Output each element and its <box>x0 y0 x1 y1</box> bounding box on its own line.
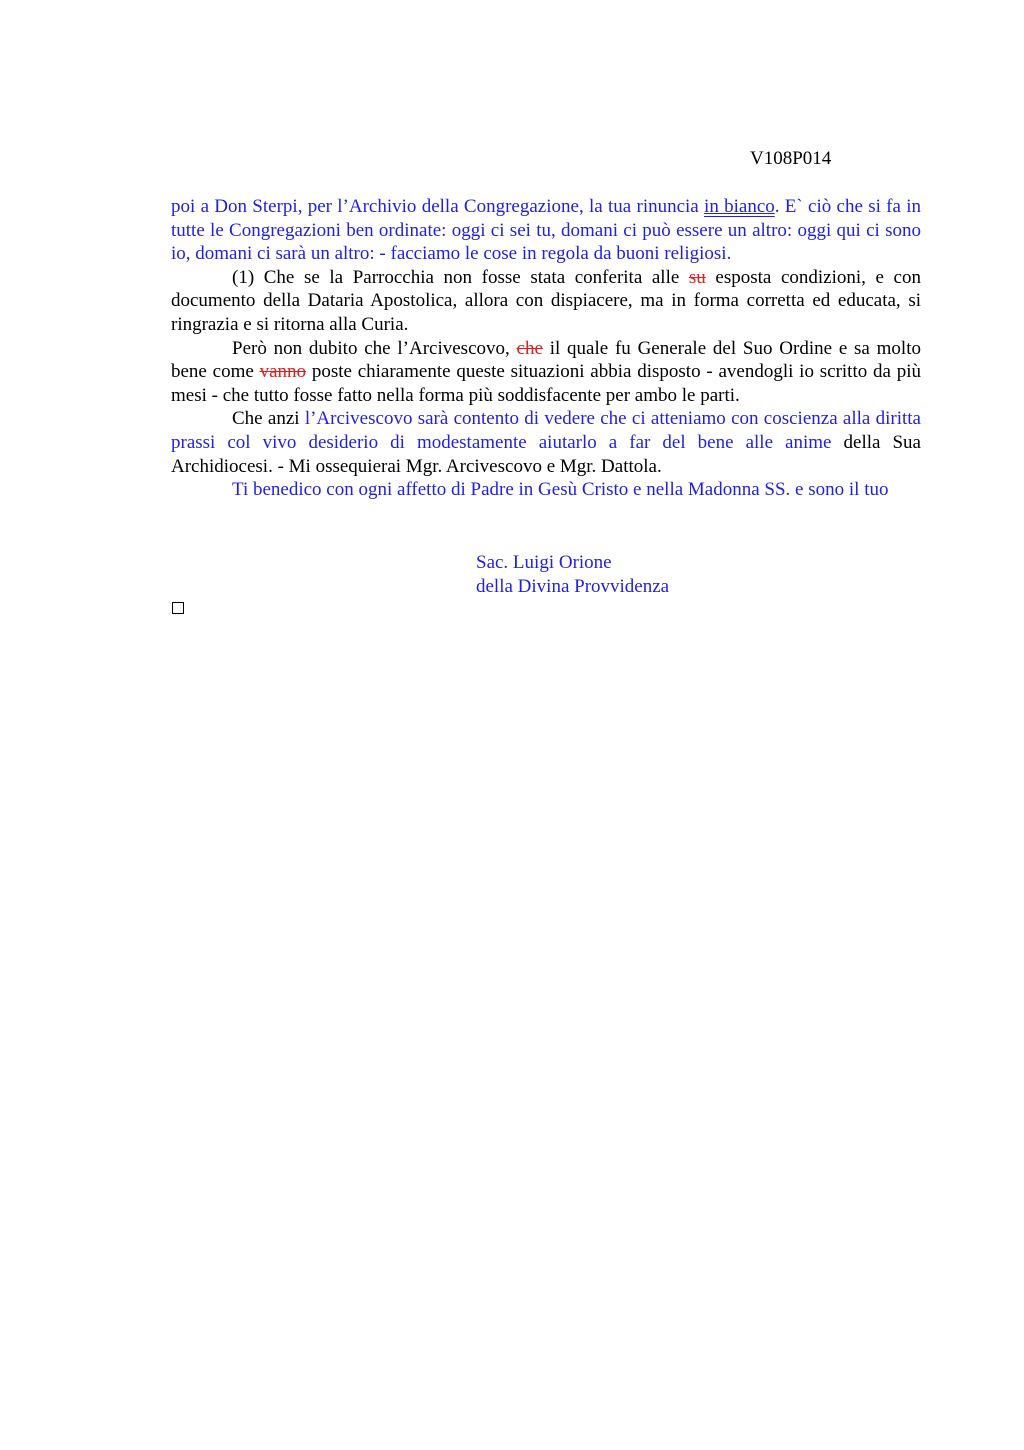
paragraph-4 <box>171 407 921 478</box>
paragraph-2-text-b: esposta condizioni, e con documento della Dataria Apostolica, allora con dispiacere, ma in forma corretta ed educata, si ringrazia e si ritorna alla Curia. <box>171 266 921 335</box>
paragraph-1-text-c: . E` ciò che si fa in tutte le Congregazioni ben ordinate: oggi ci sei tu, domani ci può essere un altro: oggi qui ci sono io, domani ci sarà un altro: - facciamo le cose in regola da buoni religiosi. <box>171 196 921 265</box>
paragraph-1-text-a: poi a Don Sterpi, per l’Archivio della Congregazione, la tua rinuncia <box>171 196 705 217</box>
signature-block <box>476 551 669 599</box>
paragraph-4-text-c: della Sua Archidiocesi. - Mi ossequierai Mgr. Arcivescovo e Mgr. Dattola. <box>171 431 921 477</box>
paragraph-3-deleted-word-1: che <box>516 337 543 359</box>
paragraph-3-deleted-word-2: vanno <box>259 361 307 383</box>
letter-body <box>171 195 921 502</box>
paragraph-3-text-b: il quale fu Generale del Suo Ordine e sa molto bene come <box>171 337 921 383</box>
paragraph-2-text-a: (1) Che se la Parrocchia non fosse stata conferita alle <box>232 266 689 288</box>
paragraph-4-text-a: Che anzi <box>232 408 305 430</box>
paragraph-2 <box>171 266 921 337</box>
empty-box-marker <box>172 602 184 614</box>
paragraph-5: Ti benedico con ogni affetto di Padre in Gesù Cristo e nella Madonna SS. e sono il tuo <box>232 479 889 501</box>
paragraph-4-text-b: l’Arcivescovo sarà contento di vedere che ci atteniamo con coscienza alla diritta prassi col vivo desiderio di modestamente aiutarlo a far del bene alle anime <box>171 408 921 453</box>
signature-title: della Divina Provvidenza <box>476 576 670 597</box>
page-identifier: V108P014 <box>750 148 832 169</box>
paragraph-1-underlined-text: in bianco <box>704 196 775 217</box>
paragraph-2-deleted-word: su <box>688 266 706 288</box>
signature-name: Sac. Luigi Orione <box>476 552 612 573</box>
paragraph-1 <box>171 195 921 266</box>
paragraph-3-text-c: poste chiaramente queste situazioni abbia disposto - avendogli io scritto da più mesi - che tutto fosse fatto nella forma più soddisfacente per ambo le parti. <box>171 361 922 406</box>
paragraph-3 <box>171 337 921 408</box>
paragraph-3-text-a: Però non dubito che l’Arcivescovo, <box>232 337 517 359</box>
